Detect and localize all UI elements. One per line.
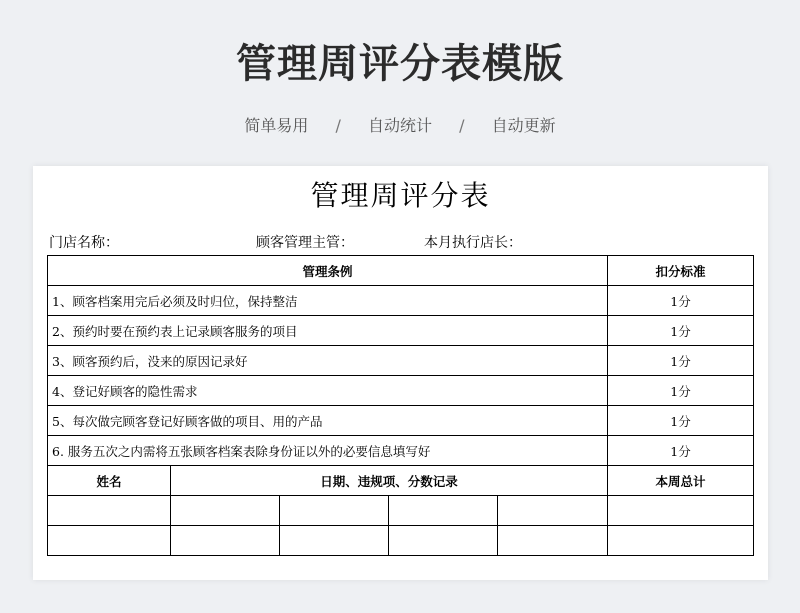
tag-auto-update: 自动更新	[491, 116, 556, 135]
record-cell[interactable]	[280, 526, 389, 556]
record-cell[interactable]	[498, 526, 608, 556]
banner-tags	[0, 113, 800, 136]
rule-score: 1分	[608, 376, 754, 406]
score-sheet	[33, 166, 768, 580]
record-cell[interactable]	[171, 526, 280, 556]
customer-manager-label: 顾客管理主管：	[256, 235, 354, 251]
monthly-manager-label: 本月执行店长：	[424, 235, 522, 251]
record-cell[interactable]	[171, 496, 280, 526]
rules-header-row	[48, 256, 754, 286]
record-cell[interactable]	[389, 496, 498, 526]
rule-score: 1分	[608, 286, 754, 316]
rule-score: 1分	[608, 316, 754, 346]
rule-score: 1分	[608, 346, 754, 376]
rule-row	[48, 286, 754, 316]
tag-separator: /	[335, 116, 341, 135]
tag-easy: 简单易用	[244, 116, 309, 135]
record-header-records: 日期、违规项、分数记录	[171, 466, 608, 496]
tag-separator: /	[459, 116, 465, 135]
rule-score: 1分	[608, 436, 754, 466]
store-name-label: 门店名称：	[49, 235, 119, 251]
rule-text: 4、登记好顾客的隐性需求	[48, 376, 608, 406]
rule-text: 5、每次做完顾客登记好顾客做的项目、用的产品	[48, 406, 608, 436]
record-header-name: 姓名	[48, 466, 171, 496]
sheet-title: 管理周评分表	[310, 179, 491, 212]
rule-text: 1、顾客档案用完后必须及时归位，保持整洁	[48, 286, 608, 316]
record-cell-name[interactable]	[48, 496, 171, 526]
record-cell-name[interactable]	[48, 526, 171, 556]
rule-row	[48, 406, 754, 436]
record-row	[48, 526, 754, 556]
rule-row	[48, 346, 754, 376]
rule-row	[48, 376, 754, 406]
rules-header-deduction: 扣分标准	[608, 256, 754, 286]
rule-row	[48, 316, 754, 346]
record-header-row	[48, 466, 754, 496]
record-cell[interactable]	[389, 526, 498, 556]
record-header-weekly-total: 本周总计	[608, 466, 754, 496]
rules-header-item: 管理条例	[48, 256, 608, 286]
info-row	[49, 232, 749, 252]
record-cell-total[interactable]	[608, 496, 754, 526]
record-cell-total[interactable]	[608, 526, 754, 556]
rule-score: 1分	[608, 406, 754, 436]
record-cell[interactable]	[498, 496, 608, 526]
tag-auto-stats: 自动统计	[367, 116, 432, 135]
rule-text: 2、预约时要在预约表上记录顾客服务的项目	[48, 316, 608, 346]
rule-text: 6. 服务五次之内需将五张顾客档案表除身份证以外的必要信息填写好	[48, 436, 608, 466]
rule-text: 3、顾客预约后，没来的原因记录好	[48, 346, 608, 376]
score-table	[47, 255, 754, 556]
record-row	[48, 496, 754, 526]
rule-row	[48, 436, 754, 466]
record-cell[interactable]	[280, 496, 389, 526]
banner-title: 管理周评分表模版	[236, 41, 564, 87]
